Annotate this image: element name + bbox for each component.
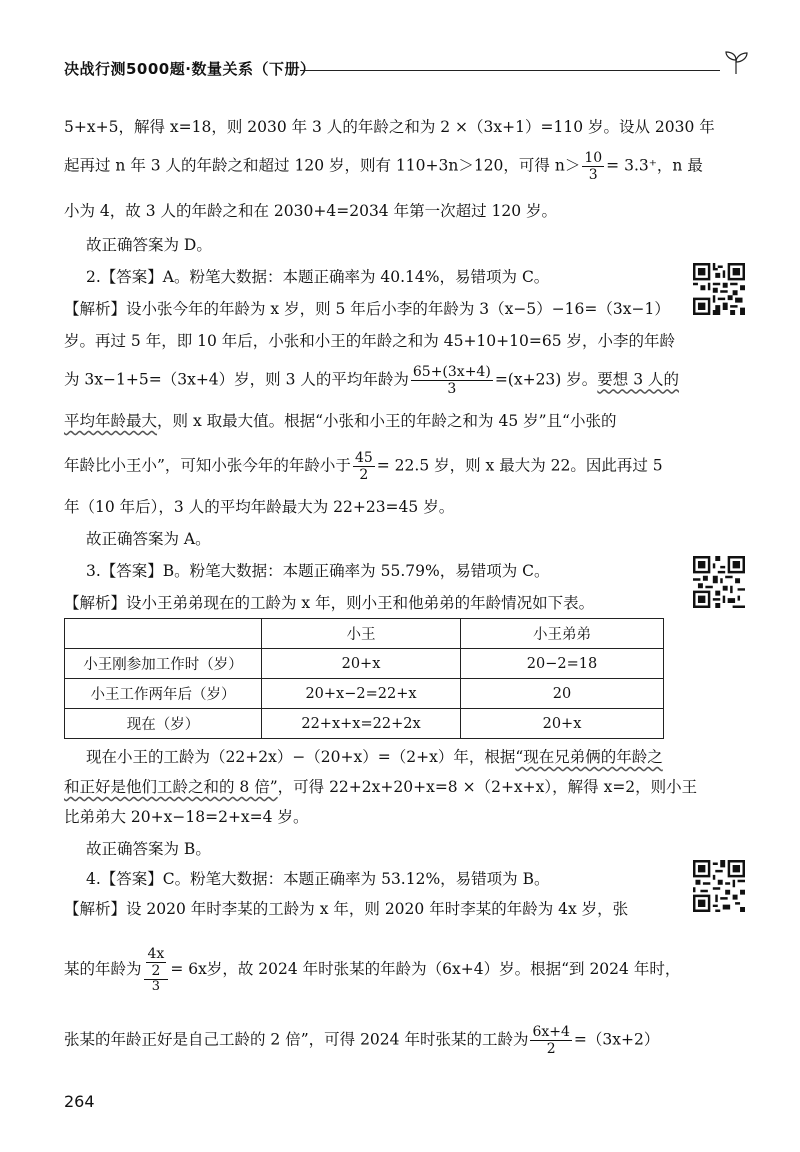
table-cell: 20+x bbox=[461, 709, 664, 739]
table-cell: 20−2=18 bbox=[461, 649, 664, 679]
leaf-icon bbox=[722, 48, 750, 76]
text-segment: = 22.5 岁，则 x 最大为 22。因此再过 5 bbox=[376, 456, 663, 475]
table-cell: 小王刚参加工作时（岁） bbox=[65, 649, 262, 679]
text-segment: = 6x岁，故 2024 年时张某的年龄为（6x+4）岁。根据“到 2024 年时， bbox=[170, 960, 681, 978]
book-title: 决战行测5000题·数量关系（下册） bbox=[64, 60, 316, 78]
qr-code-icon[interactable] bbox=[693, 263, 745, 315]
table-row bbox=[65, 709, 664, 739]
table-cell: 22+x+x=22+2x bbox=[262, 709, 461, 739]
table-cell: 小王工作两年后（岁） bbox=[65, 679, 262, 709]
denominator: 3 bbox=[151, 979, 161, 994]
header-rule bbox=[300, 70, 720, 71]
fraction bbox=[582, 150, 604, 183]
text-segment: 为 3x−1+5=（3x+4）岁，则 3 人的平均年龄为 bbox=[64, 370, 409, 389]
denominator: 2 bbox=[359, 467, 369, 483]
text-line: 【解析】设小张今年的年龄为 x 岁，则 5 年后小李的年龄为 3（x−5）−16=（3x−1） bbox=[64, 300, 670, 318]
text-line: 故正确答案为 D。 bbox=[86, 236, 212, 254]
qr-code-icon[interactable] bbox=[693, 860, 745, 912]
answer-line: 2.【答案】A。粉笔大数据：本题正确率为 40.14%，易错项为 C。 bbox=[86, 268, 550, 286]
table-cell: 20+x−2=22+x bbox=[262, 679, 461, 709]
text-line: 5+x+5，解得 x=18，则 2030 年 3 人的年龄之和为 2 ×（3x+1）=110 岁。设从 2030 年 bbox=[64, 118, 715, 136]
text-line bbox=[64, 150, 703, 183]
table-header-row bbox=[65, 619, 664, 649]
text-segment: =(x+23) 岁。 bbox=[494, 370, 598, 389]
numerator: 10 bbox=[584, 150, 603, 166]
text-segment: 某的年龄为 bbox=[64, 960, 142, 978]
text-line bbox=[64, 450, 663, 483]
numerator: 6x+4 bbox=[532, 1024, 570, 1040]
page-number: 264 bbox=[64, 1092, 95, 1111]
table-header bbox=[65, 619, 262, 649]
underlined-text: “现在兄弟俩的年龄之 bbox=[515, 748, 663, 766]
text-segment: 现在小王的工龄为（22+2x）−（20+x）=（2+x）年，根据 bbox=[86, 748, 516, 766]
denominator: 2 bbox=[546, 1041, 556, 1057]
text-line: 故正确答案为 A。 bbox=[86, 530, 211, 548]
answer-line: 4.【答案】C。粉笔大数据：本题正确率为 53.12%，易错项为 B。 bbox=[86, 870, 550, 888]
text-segment: 张某的年龄正好是自己工龄的 2 倍”，可得 2024 年时张某的工龄为 bbox=[64, 1030, 529, 1049]
numerator: 4x bbox=[147, 946, 165, 962]
numerator: 65+(3x+4) bbox=[412, 364, 491, 380]
text-line: 小为 4，故 3 人的年龄之和在 2030+4=2034 年第一次超过 120 岁。 bbox=[64, 202, 558, 220]
denominator: 3 bbox=[447, 381, 457, 397]
denominator: 2 bbox=[151, 963, 161, 979]
table-row bbox=[65, 679, 664, 709]
text-segment: = 3.3⁺，n 最 bbox=[606, 156, 703, 175]
text-line bbox=[64, 364, 679, 397]
fraction bbox=[411, 364, 493, 397]
answer-line: 3.【答案】B。粉笔大数据：本题正确率为 55.79%，易错项为 C。 bbox=[86, 562, 550, 580]
text-segment: 起再过 n 年 3 人的年龄之和超过 120 岁，则有 110+3n＞120，可得 n＞ bbox=[64, 156, 581, 175]
text-segment: =（3x+2） bbox=[573, 1030, 660, 1049]
fraction bbox=[144, 946, 169, 994]
text-segment: ，可得 22+2x+20+x=8 ×（2+x+x），解得 x=2，则小王 bbox=[277, 778, 698, 796]
text-line bbox=[64, 410, 616, 432]
text-line bbox=[64, 1024, 659, 1057]
age-table bbox=[64, 618, 664, 739]
underlined-text: 平均年龄最大 bbox=[64, 412, 158, 430]
fraction bbox=[530, 1024, 571, 1057]
numerator bbox=[144, 946, 169, 980]
denominator: 3 bbox=[588, 167, 598, 183]
table-cell: 20 bbox=[461, 679, 664, 709]
text-line: 年（10 年后），3 人的平均年龄最大为 22+23=45 岁。 bbox=[64, 498, 455, 516]
table-header: 小王弟弟 bbox=[461, 619, 664, 649]
text-line: 【解析】设小王弟弟现在的工龄为 x 年，则小王和他弟弟的年龄情况如下表。 bbox=[64, 594, 595, 612]
text-line bbox=[64, 776, 697, 798]
text-line: 比弟弟大 20+x−18=2+x=4 岁。 bbox=[64, 808, 309, 826]
text-line: 【解析】设 2020 年时李某的工龄为 x 年，则 2020 年时李某的年龄为 4x 岁，张 bbox=[64, 900, 629, 918]
underlined-text: 要想 3 人的 bbox=[597, 370, 679, 389]
numerator: 45 bbox=[354, 450, 373, 466]
text-line bbox=[86, 746, 663, 768]
text-segment: 年龄比小王小”，可知小张今年的年龄小于 bbox=[64, 456, 351, 475]
table-row bbox=[65, 649, 664, 679]
text-segment: ，则 x 取最大值。根据“小张和小王的年龄之和为 45 岁”且“小张的 bbox=[157, 412, 617, 430]
qr-code-icon[interactable] bbox=[693, 556, 745, 608]
underlined-text: 和正好是他们工龄之和的 8 倍” bbox=[64, 778, 278, 796]
fraction bbox=[353, 450, 375, 483]
text-line: 故正确答案为 B。 bbox=[86, 840, 211, 858]
table-header: 小王 bbox=[262, 619, 461, 649]
inner-fraction bbox=[146, 946, 167, 979]
table-cell: 20+x bbox=[262, 649, 461, 679]
text-line bbox=[64, 946, 680, 994]
text-line: 岁。再过 5 年，即 10 年后，小张和小王的年龄之和为 45+10+10=65 岁，小李的年龄 bbox=[64, 332, 676, 350]
table-cell: 现在（岁） bbox=[65, 709, 262, 739]
